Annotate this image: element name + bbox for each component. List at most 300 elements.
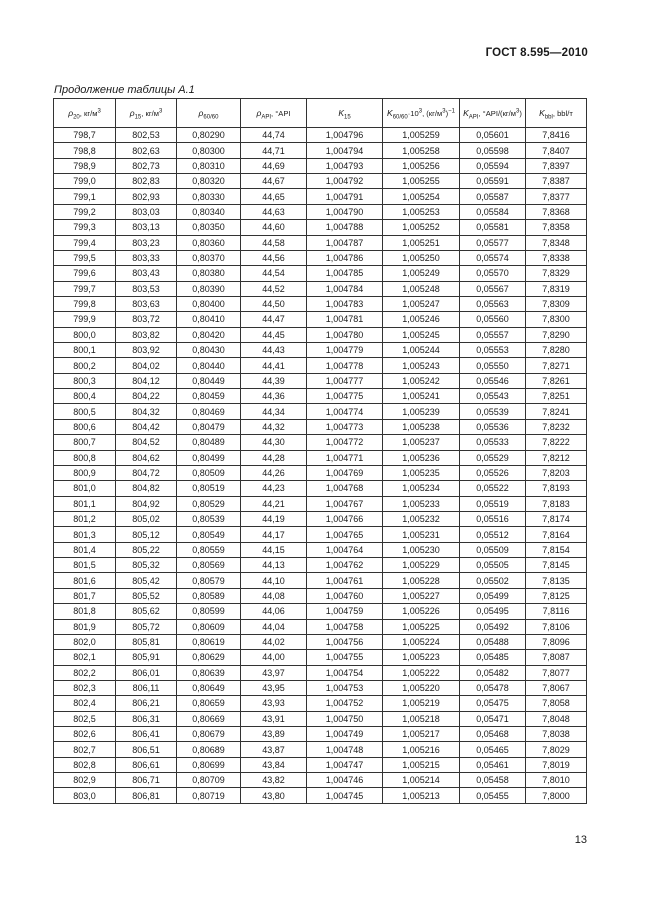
table-cell: 1,004784 bbox=[307, 281, 383, 296]
table-cell: 1,005249 bbox=[383, 266, 460, 281]
table-cell: 802,3 bbox=[54, 680, 116, 695]
table-cell: 1,005238 bbox=[383, 419, 460, 434]
table-cell: 0,80350 bbox=[177, 220, 241, 235]
table-cell: 0,05526 bbox=[460, 465, 526, 480]
table-cell: 7,8290 bbox=[526, 327, 587, 342]
table-cell: 7,8010 bbox=[526, 773, 587, 788]
table-row bbox=[54, 435, 587, 450]
table-row bbox=[54, 634, 587, 649]
table-cell: 0,80459 bbox=[177, 389, 241, 404]
table-cell: 0,05499 bbox=[460, 588, 526, 603]
table-cell: 0,80699 bbox=[177, 757, 241, 772]
table-cell: 804,82 bbox=[116, 481, 177, 496]
table-cell: 44,56 bbox=[241, 250, 307, 265]
table-cell: 0,80679 bbox=[177, 727, 241, 742]
table-cell: 0,05478 bbox=[460, 680, 526, 695]
table-cell: 802,0 bbox=[54, 634, 116, 649]
table-cell: 804,92 bbox=[116, 496, 177, 511]
table-cell: 44,30 bbox=[241, 435, 307, 450]
table-cell: 44,26 bbox=[241, 465, 307, 480]
table-cell: 804,32 bbox=[116, 404, 177, 419]
table-cell: 7,8348 bbox=[526, 235, 587, 250]
table-row bbox=[54, 542, 587, 557]
table-cell: 802,83 bbox=[116, 174, 177, 189]
table-cell: 1,005253 bbox=[383, 204, 460, 219]
table-cell: 804,12 bbox=[116, 373, 177, 388]
table-cell: 1,005217 bbox=[383, 727, 460, 742]
table-row bbox=[54, 281, 587, 296]
table-cell: 1,004759 bbox=[307, 604, 383, 619]
table-cell: 803,63 bbox=[116, 296, 177, 311]
table-cell: 7,8241 bbox=[526, 404, 587, 419]
table-cell: 0,80519 bbox=[177, 481, 241, 496]
table-cell: 44,58 bbox=[241, 235, 307, 250]
table-cell: 1,005255 bbox=[383, 174, 460, 189]
table-cell: 801,4 bbox=[54, 542, 116, 557]
table-row bbox=[54, 742, 587, 757]
table-cell: 7,8125 bbox=[526, 588, 587, 603]
table-cell: 1,005239 bbox=[383, 404, 460, 419]
table-cell: 1,004790 bbox=[307, 204, 383, 219]
table-cell: 0,80539 bbox=[177, 511, 241, 526]
table-cell: 1,005246 bbox=[383, 312, 460, 327]
table-cell: 1,004762 bbox=[307, 558, 383, 573]
table-cell: 7,8271 bbox=[526, 358, 587, 373]
table-cell: 0,80659 bbox=[177, 696, 241, 711]
table-row bbox=[54, 604, 587, 619]
table-cell: 801,7 bbox=[54, 588, 116, 603]
table-cell: 1,005230 bbox=[383, 542, 460, 557]
table-cell: 0,05567 bbox=[460, 281, 526, 296]
table-cell: 799,2 bbox=[54, 204, 116, 219]
table-cell: 1,004766 bbox=[307, 511, 383, 526]
table-row bbox=[54, 511, 587, 526]
table-cell: 7,8377 bbox=[526, 189, 587, 204]
table-cell: 0,80559 bbox=[177, 542, 241, 557]
table-cell: 1,004753 bbox=[307, 680, 383, 695]
table-cell: 0,05553 bbox=[460, 343, 526, 358]
table-cell: 44,74 bbox=[241, 128, 307, 143]
table-cell: 7,8251 bbox=[526, 389, 587, 404]
table-cell: 1,004777 bbox=[307, 373, 383, 388]
table-row bbox=[54, 619, 587, 634]
table-cell: 799,8 bbox=[54, 296, 116, 311]
table-cell: 1,004774 bbox=[307, 404, 383, 419]
table-cell: 1,004773 bbox=[307, 419, 383, 434]
table-cell: 43,84 bbox=[241, 757, 307, 772]
table-row bbox=[54, 174, 587, 189]
table-cell: 44,39 bbox=[241, 373, 307, 388]
table-cell: 44,19 bbox=[241, 511, 307, 526]
table-cell: 801,8 bbox=[54, 604, 116, 619]
table-cell: 0,05594 bbox=[460, 158, 526, 173]
table-cell: 7,8232 bbox=[526, 419, 587, 434]
table-cell: 7,8077 bbox=[526, 665, 587, 680]
table-cell: 44,17 bbox=[241, 527, 307, 542]
table-cell: 0,05584 bbox=[460, 204, 526, 219]
table-cell: 0,05581 bbox=[460, 220, 526, 235]
table-cell: 0,05465 bbox=[460, 742, 526, 757]
table-cell: 802,9 bbox=[54, 773, 116, 788]
table-cell: 44,04 bbox=[241, 619, 307, 634]
table-cell: 803,92 bbox=[116, 343, 177, 358]
table-cell: 43,95 bbox=[241, 680, 307, 695]
table-cell: 44,02 bbox=[241, 634, 307, 649]
table-cell: 44,08 bbox=[241, 588, 307, 603]
table-cell: 0,80689 bbox=[177, 742, 241, 757]
table-cell: 1,005224 bbox=[383, 634, 460, 649]
table-row bbox=[54, 419, 587, 434]
table-cell: 44,63 bbox=[241, 204, 307, 219]
table-cell: 805,02 bbox=[116, 511, 177, 526]
table-cell: 1,005250 bbox=[383, 250, 460, 265]
table-cell: 1,005244 bbox=[383, 343, 460, 358]
table-cell: 1,005256 bbox=[383, 158, 460, 173]
table-cell: 1,005248 bbox=[383, 281, 460, 296]
table-cell: 7,8058 bbox=[526, 696, 587, 711]
table-cell: 7,8368 bbox=[526, 204, 587, 219]
table-cell: 43,93 bbox=[241, 696, 307, 711]
table-cell: 800,8 bbox=[54, 450, 116, 465]
table-cell: 800,5 bbox=[54, 404, 116, 419]
col-header-rho20: $\rho_{20}$, $кг/м^3$ bbox=[54, 99, 116, 128]
table-cell: 43,97 bbox=[241, 665, 307, 680]
table-cell: 0,05468 bbox=[460, 727, 526, 742]
table-row bbox=[54, 496, 587, 511]
table-cell: 802,53 bbox=[116, 128, 177, 143]
table-cell: 7,8116 bbox=[526, 604, 587, 619]
table-cell: 0,80290 bbox=[177, 128, 241, 143]
table-cell: 799,7 bbox=[54, 281, 116, 296]
table-cell: 1,004749 bbox=[307, 727, 383, 742]
table-cell: 7,8164 bbox=[526, 527, 587, 542]
table-cell: 0,80330 bbox=[177, 189, 241, 204]
table-cell: 803,13 bbox=[116, 220, 177, 235]
table-cell: 7,8029 bbox=[526, 742, 587, 757]
table-cell: 44,21 bbox=[241, 496, 307, 511]
table-cell: 801,0 bbox=[54, 481, 116, 496]
table-cell: 1,004755 bbox=[307, 650, 383, 665]
table-cell: 0,05591 bbox=[460, 174, 526, 189]
table-cell: 1,005223 bbox=[383, 650, 460, 665]
table-cell: 1,005229 bbox=[383, 558, 460, 573]
table-cell: 7,8087 bbox=[526, 650, 587, 665]
table-cell: 800,4 bbox=[54, 389, 116, 404]
table-cell: 1,005254 bbox=[383, 189, 460, 204]
table-cell: 0,80479 bbox=[177, 419, 241, 434]
table-cell: 7,8358 bbox=[526, 220, 587, 235]
table-cell: 805,72 bbox=[116, 619, 177, 634]
table-cell: 1,004778 bbox=[307, 358, 383, 373]
table-cell: 1,004793 bbox=[307, 158, 383, 173]
table-row bbox=[54, 189, 587, 204]
table-cell: 806,41 bbox=[116, 727, 177, 742]
table-cell: 800,3 bbox=[54, 373, 116, 388]
table-cell: 0,05570 bbox=[460, 266, 526, 281]
page-number: 13 bbox=[574, 834, 587, 846]
table-cell: 1,004748 bbox=[307, 742, 383, 757]
table-cell: 0,05509 bbox=[460, 542, 526, 557]
table-cell: 7,8416 bbox=[526, 128, 587, 143]
table-cell: 799,3 bbox=[54, 220, 116, 235]
table-row bbox=[54, 788, 587, 803]
table-cell: 0,80469 bbox=[177, 404, 241, 419]
table-cell: 7,8387 bbox=[526, 174, 587, 189]
table-cell: 804,22 bbox=[116, 389, 177, 404]
table-cell: 802,5 bbox=[54, 711, 116, 726]
table-cell: 806,81 bbox=[116, 788, 177, 803]
table-cell: 1,004785 bbox=[307, 266, 383, 281]
table-cell: 7,8000 bbox=[526, 788, 587, 803]
table-cell: 802,93 bbox=[116, 189, 177, 204]
table-cell: 801,6 bbox=[54, 573, 116, 588]
table-cell: 44,60 bbox=[241, 220, 307, 235]
table-cell: 806,21 bbox=[116, 696, 177, 711]
col-header-k-api: $K_{API}$, $^\circ API/(кг/м^3)$ bbox=[460, 99, 526, 128]
table-cell: 44,52 bbox=[241, 281, 307, 296]
table-cell: 802,6 bbox=[54, 727, 116, 742]
table-cell: 0,05522 bbox=[460, 481, 526, 496]
table-cell: 0,80410 bbox=[177, 312, 241, 327]
table-body bbox=[54, 128, 587, 804]
table-cell: 804,52 bbox=[116, 435, 177, 450]
table-cell: 44,00 bbox=[241, 650, 307, 665]
table-cell: 1,004752 bbox=[307, 696, 383, 711]
table-cell: 44,10 bbox=[241, 573, 307, 588]
table-cell: 0,80549 bbox=[177, 527, 241, 542]
table-cell: 803,82 bbox=[116, 327, 177, 342]
table-cell: 0,80569 bbox=[177, 558, 241, 573]
table-cell: 0,05458 bbox=[460, 773, 526, 788]
table-row bbox=[54, 128, 587, 143]
table-cell: 0,80609 bbox=[177, 619, 241, 634]
table-cell: 44,34 bbox=[241, 404, 307, 419]
table-row bbox=[54, 404, 587, 419]
table-cell: 0,05516 bbox=[460, 511, 526, 526]
table-row bbox=[54, 573, 587, 588]
table-cell: 0,80390 bbox=[177, 281, 241, 296]
table-cell: 7,8212 bbox=[526, 450, 587, 465]
table-cell: 806,01 bbox=[116, 665, 177, 680]
table-cell: 7,8135 bbox=[526, 573, 587, 588]
table-cell: 7,8174 bbox=[526, 511, 587, 526]
table-cell: 0,80370 bbox=[177, 250, 241, 265]
table-cell: 44,67 bbox=[241, 174, 307, 189]
table-cell: 1,004745 bbox=[307, 788, 383, 803]
table-row bbox=[54, 143, 587, 158]
table-cell: 1,005251 bbox=[383, 235, 460, 250]
table-cell: 0,05598 bbox=[460, 143, 526, 158]
table-cell: 1,005233 bbox=[383, 496, 460, 511]
table-cell: 805,91 bbox=[116, 650, 177, 665]
table-cell: 44,36 bbox=[241, 389, 307, 404]
table-cell: 0,05543 bbox=[460, 389, 526, 404]
table-cell: 7,8154 bbox=[526, 542, 587, 557]
table-cell: 800,9 bbox=[54, 465, 116, 480]
table-cell: 1,005234 bbox=[383, 481, 460, 496]
table-cell: 1,004783 bbox=[307, 296, 383, 311]
table-cell: 0,05539 bbox=[460, 404, 526, 419]
table-row bbox=[54, 481, 587, 496]
table-row bbox=[54, 680, 587, 695]
table-cell: 805,52 bbox=[116, 588, 177, 603]
table-cell: 0,05546 bbox=[460, 373, 526, 388]
table-cell: 803,0 bbox=[54, 788, 116, 803]
col-header-k6060: $K_{60/60}\cdot 10^3$, $(кг/м^3)^{-1}$ bbox=[383, 99, 460, 128]
table-row bbox=[54, 711, 587, 726]
table-cell: 806,11 bbox=[116, 680, 177, 695]
table-cell: 805,42 bbox=[116, 573, 177, 588]
table-cell: 0,80430 bbox=[177, 343, 241, 358]
table-cell: 0,80440 bbox=[177, 358, 241, 373]
table-row bbox=[54, 220, 587, 235]
table-cell: 1,005222 bbox=[383, 665, 460, 680]
table-cell: 44,45 bbox=[241, 327, 307, 342]
table-cell: 1,004746 bbox=[307, 773, 383, 788]
table-cell: 7,8261 bbox=[526, 373, 587, 388]
table-cell: 44,71 bbox=[241, 143, 307, 158]
table-cell: 806,61 bbox=[116, 757, 177, 772]
table-cell: 1,004765 bbox=[307, 527, 383, 542]
table-cell: 1,005219 bbox=[383, 696, 460, 711]
table-cell: 0,80340 bbox=[177, 204, 241, 219]
table-cell: 1,004791 bbox=[307, 189, 383, 204]
table-row bbox=[54, 389, 587, 404]
table-cell: 1,005218 bbox=[383, 711, 460, 726]
table-cell: 0,05574 bbox=[460, 250, 526, 265]
col-header-k15: $K_{15}$ bbox=[307, 99, 383, 128]
table-row bbox=[54, 558, 587, 573]
table-cell: 1,005232 bbox=[383, 511, 460, 526]
table-cell: 800,7 bbox=[54, 435, 116, 450]
table-cell: 0,80380 bbox=[177, 266, 241, 281]
table-cell: 805,62 bbox=[116, 604, 177, 619]
table-cell: 0,05563 bbox=[460, 296, 526, 311]
table-cell: 1,004758 bbox=[307, 619, 383, 634]
table-cell: 0,05536 bbox=[460, 419, 526, 434]
table-cell: 803,43 bbox=[116, 266, 177, 281]
table-cell: 803,53 bbox=[116, 281, 177, 296]
table-cell: 44,47 bbox=[241, 312, 307, 327]
table-cell: 798,9 bbox=[54, 158, 116, 173]
table-cell: 1,005227 bbox=[383, 588, 460, 603]
table-row bbox=[54, 312, 587, 327]
table-cell: 0,80589 bbox=[177, 588, 241, 603]
standard-designation: ГОСТ 8.595—2010 bbox=[485, 47, 588, 59]
table-cell: 0,80360 bbox=[177, 235, 241, 250]
table-cell: 0,80489 bbox=[177, 435, 241, 450]
table-cell: 7,8096 bbox=[526, 634, 587, 649]
table-cell: 0,80579 bbox=[177, 573, 241, 588]
table-cell: 0,80649 bbox=[177, 680, 241, 695]
table-cell: 0,05550 bbox=[460, 358, 526, 373]
table-cell: 43,91 bbox=[241, 711, 307, 726]
table-cell: 0,05471 bbox=[460, 711, 526, 726]
table-cell: 1,005252 bbox=[383, 220, 460, 235]
table-cell: 7,8397 bbox=[526, 158, 587, 173]
table-cell: 799,5 bbox=[54, 250, 116, 265]
table-row bbox=[54, 696, 587, 711]
table-cell: 799,4 bbox=[54, 235, 116, 250]
table-cell: 801,1 bbox=[54, 496, 116, 511]
table-cell: 1,004779 bbox=[307, 343, 383, 358]
table-cell: 0,05519 bbox=[460, 496, 526, 511]
table-cell: 799,6 bbox=[54, 266, 116, 281]
table-cell: 0,05502 bbox=[460, 573, 526, 588]
table-cell: 7,8329 bbox=[526, 266, 587, 281]
col-header-rho-api: $\rho_{API}$, °API bbox=[241, 99, 307, 128]
table-cell: 1,005215 bbox=[383, 757, 460, 772]
table-cell: 1,004772 bbox=[307, 435, 383, 450]
table-cell: 0,05492 bbox=[460, 619, 526, 634]
table-cell: 1,005226 bbox=[383, 604, 460, 619]
table-cell: 0,05557 bbox=[460, 327, 526, 342]
table-row bbox=[54, 327, 587, 342]
table-cell: 44,41 bbox=[241, 358, 307, 373]
table-cell: 7,8019 bbox=[526, 757, 587, 772]
table-cell: 1,005213 bbox=[383, 788, 460, 803]
table-cell: 1,005258 bbox=[383, 143, 460, 158]
table-cell: 44,32 bbox=[241, 419, 307, 434]
table-cell: 0,80629 bbox=[177, 650, 241, 665]
table-cell: 1,005235 bbox=[383, 465, 460, 480]
table-cell: 1,005243 bbox=[383, 358, 460, 373]
table-row bbox=[54, 235, 587, 250]
table-row bbox=[54, 465, 587, 480]
table-cell: 798,8 bbox=[54, 143, 116, 158]
table-cell: 1,004786 bbox=[307, 250, 383, 265]
table-cell: 1,004750 bbox=[307, 711, 383, 726]
table-cell: 0,05560 bbox=[460, 312, 526, 327]
table-cell: 1,005237 bbox=[383, 435, 460, 450]
table-cell: 1,005214 bbox=[383, 773, 460, 788]
table-header-row bbox=[54, 99, 587, 128]
table-cell: 1,004764 bbox=[307, 542, 383, 557]
table-cell: 7,8203 bbox=[526, 465, 587, 480]
table-row bbox=[54, 588, 587, 603]
table-cell: 803,03 bbox=[116, 204, 177, 219]
table-row bbox=[54, 665, 587, 680]
table-caption: Продолжение таблицы А.1 bbox=[54, 84, 195, 96]
table-cell: 1,005245 bbox=[383, 327, 460, 342]
table-cell: 0,80529 bbox=[177, 496, 241, 511]
table-cell: 1,004796 bbox=[307, 128, 383, 143]
table-cell: 1,004767 bbox=[307, 496, 383, 511]
table-cell: 1,004769 bbox=[307, 465, 383, 480]
table-cell: 1,005231 bbox=[383, 527, 460, 542]
table-cell: 7,8319 bbox=[526, 281, 587, 296]
table-cell: 0,80320 bbox=[177, 174, 241, 189]
table-cell: 803,33 bbox=[116, 250, 177, 265]
table-cell: 805,32 bbox=[116, 558, 177, 573]
table-cell: 804,42 bbox=[116, 419, 177, 434]
table-cell: 44,43 bbox=[241, 343, 307, 358]
table-cell: 43,82 bbox=[241, 773, 307, 788]
table-cell: 43,89 bbox=[241, 727, 307, 742]
table-cell: 0,05482 bbox=[460, 665, 526, 680]
table-cell: 0,80499 bbox=[177, 450, 241, 465]
table-cell: 0,05495 bbox=[460, 604, 526, 619]
table-cell: 0,05577 bbox=[460, 235, 526, 250]
table-cell: 801,2 bbox=[54, 511, 116, 526]
col-header-rho15: $\rho_{15}$, $кг/м^3$ bbox=[116, 99, 177, 128]
table-row bbox=[54, 757, 587, 772]
table-row bbox=[54, 204, 587, 219]
col-header-rho6060: $\rho_{60/60}$ bbox=[177, 99, 241, 128]
table-cell: 1,004760 bbox=[307, 588, 383, 603]
table-cell: 800,6 bbox=[54, 419, 116, 434]
table-cell: 44,54 bbox=[241, 266, 307, 281]
